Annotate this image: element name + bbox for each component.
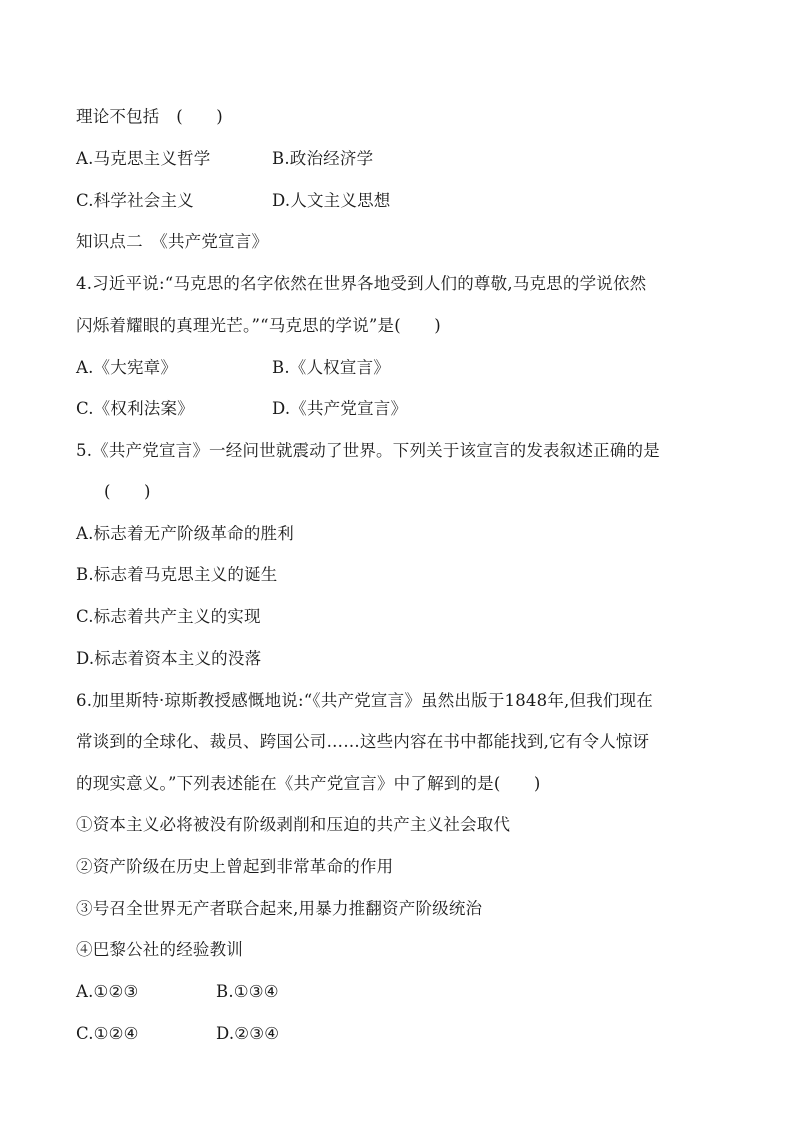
q5-stem-line-2: ( ) (104, 482, 151, 501)
q5-option-d: D.标志着资本主义的没落 (76, 649, 262, 668)
q4-stem-line-2: 闪烁着耀眼的真理光芒。”“马克思的学说”是( ) (76, 316, 441, 335)
q4-options-row-1 (76, 357, 390, 379)
q6-statement-2: ②资产阶级在历史上曾起到非常革命的作用 (76, 857, 394, 876)
q4-option-b: B.《人权宣言》 (272, 358, 390, 377)
q4-option-c: C.《权利法案》 (76, 399, 194, 418)
q6-option-c: C.①②④ (76, 1024, 139, 1043)
q6-stem-line-2: 常谈到的全球化、裁员、跨国公司……这些内容在书中都能找到,它有令人惊讶 (76, 732, 650, 751)
q5-option-a: A.标志着无产阶级革命的胜利 (76, 524, 294, 543)
q6-option-a: A.①②③ (76, 982, 139, 1001)
q6-stem-line-3: 的现实意义。”下列表述能在《共产党宣言》中了解到的是( ) (76, 774, 541, 793)
q3-options-row-2 (76, 190, 391, 212)
q4-stem-line-1: 4.习近平说:“马克思的名字依然在世界各地受到人们的尊敬,马克思的学说依然 (76, 274, 647, 293)
q6-statement-1: ①资本主义必将被没有阶级剥削和压迫的共产主义社会取代 (76, 815, 511, 834)
q4-option-a: A.《大宪章》 (76, 358, 178, 377)
q3-options-row-1 (76, 148, 373, 170)
q6-options-row-1 (76, 981, 279, 1003)
q6-option-b: B.①③④ (216, 982, 279, 1001)
q3-stem: 理论不包括 ( ) (76, 107, 223, 126)
q4-options-row-2 (76, 398, 407, 420)
q4-option-d: D.《共产党宣言》 (272, 399, 408, 418)
q6-options-row-2 (76, 1023, 279, 1045)
q6-statement-3: ③号召全世界无产者联合起来,用暴力推翻资产阶级统治 (76, 899, 483, 918)
q6-statement-4: ④巴黎公社的经验教训 (76, 940, 243, 959)
q3-option-d: D.人文主义思想 (272, 191, 391, 210)
q6-option-d: D.②③④ (216, 1024, 280, 1043)
q5-stem-line-1: 5.《共产党宣言》一经问世就震动了世界。下列关于该宣言的发表叙述正确的是 (76, 441, 660, 460)
q6-stem-line-1: 6.加里斯特·琼斯教授感慨地说:“《共产党宣言》虽然出版于1848年,但我们现在 (76, 691, 653, 710)
q5-option-c: C.标志着共产主义的实现 (76, 607, 261, 626)
q3-option-c: C.科学社会主义 (76, 191, 194, 210)
section-title: 知识点二 《共产党宣言》 (76, 232, 269, 251)
q5-option-b: B.标志着马克思主义的诞生 (76, 565, 278, 584)
q3-option-a: A.马克思主义哲学 (76, 149, 211, 168)
q3-option-b: B.政治经济学 (272, 149, 374, 168)
